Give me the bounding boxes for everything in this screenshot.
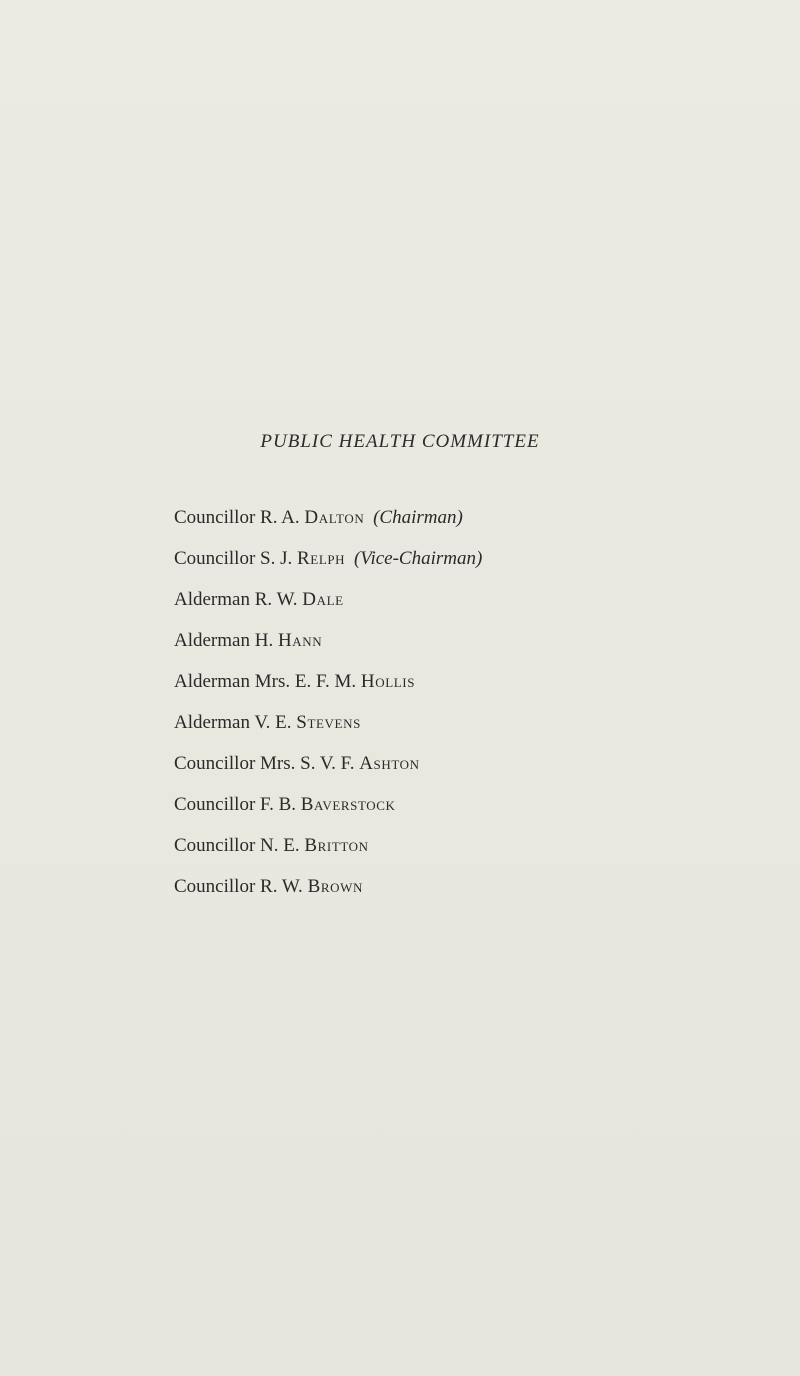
member-title: Councillor <box>174 835 256 856</box>
member-surname: Baverstock <box>300 794 396 815</box>
member-title: Alderman <box>174 589 250 610</box>
member-initials: R. W. <box>254 589 298 610</box>
member-entry <box>174 875 734 916</box>
member-entry <box>174 588 734 629</box>
member-entry <box>174 711 734 752</box>
member-title: Councillor <box>174 753 256 774</box>
member-title: Alderman <box>174 630 250 651</box>
member-entry <box>174 629 734 670</box>
member-role: (Chairman) <box>373 507 463 528</box>
member-surname: Dalton <box>304 507 365 528</box>
member-entry <box>174 793 734 834</box>
member-initials: R. A. <box>260 507 300 528</box>
member-title: Alderman <box>174 712 250 733</box>
committee-members-list <box>174 506 734 916</box>
member-surname: Stevens <box>296 712 361 733</box>
member-title: Councillor <box>174 876 256 897</box>
member-surname: Dale <box>302 589 344 610</box>
member-title: Councillor <box>174 548 256 569</box>
member-entry <box>174 834 734 875</box>
member-title: Alderman <box>174 671 250 692</box>
member-entry <box>174 506 734 547</box>
member-entry <box>174 547 734 588</box>
member-surname: Brown <box>307 876 363 897</box>
member-surname: Britton <box>304 835 369 856</box>
member-initials: F. B. <box>260 794 296 815</box>
page-title: PUBLIC HEALTH COMMITTEE <box>260 431 540 452</box>
member-surname: Ashton <box>359 753 420 774</box>
member-title: Councillor <box>174 794 256 815</box>
member-entry <box>174 752 734 793</box>
member-initials: Mrs. E. F. M. <box>254 671 357 692</box>
member-surname: Relph <box>297 548 346 569</box>
member-entry <box>174 670 734 711</box>
member-initials: H. <box>254 630 274 651</box>
member-initials: S. J. <box>260 548 293 569</box>
member-title: Councillor <box>174 507 256 528</box>
member-initials: Mrs. S. V. F. <box>260 753 355 774</box>
member-role: (Vice-Chairman) <box>353 548 483 569</box>
member-initials: R. W. <box>260 876 303 897</box>
member-initials: V. E. <box>254 712 292 733</box>
member-initials: N. E. <box>260 835 300 856</box>
member-surname: Hann <box>277 630 323 651</box>
member-surname: Hollis <box>360 671 416 692</box>
